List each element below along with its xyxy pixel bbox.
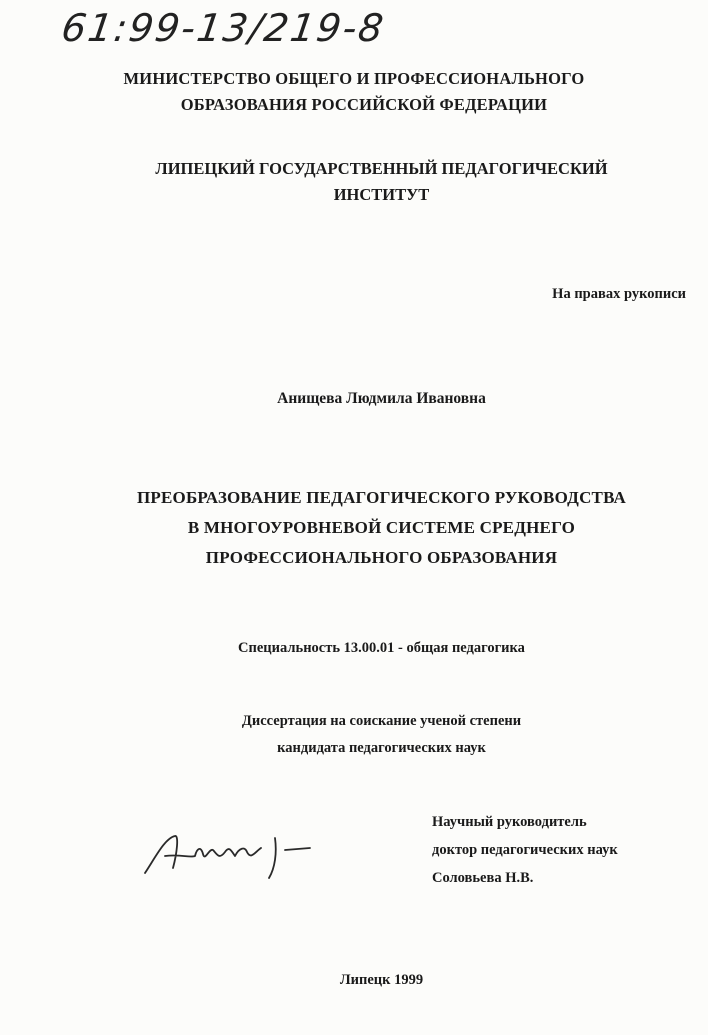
institute-line-1: ЛИПЕЦКИЙ ГОСУДАРСТВЕННЫЙ ПЕДАГОГИЧЕСКИЙ	[155, 159, 608, 178]
institute-line-2: ИНСТИТУТ	[333, 185, 430, 204]
dissertation-degree	[0, 708, 708, 762]
ministry-heading	[0, 66, 708, 118]
city-year: Липецк 1999	[339, 972, 424, 988]
author-signature	[135, 818, 335, 888]
dissertation-line-1: Диссертация на соискание ученой степени	[241, 713, 522, 729]
supervisor-line-3: Соловьева Н.В.	[432, 870, 534, 886]
ministry-line-2: ОБРАЗОВАНИЯ РОССИЙСКОЙ ФЕДЕРАЦИИ	[180, 95, 548, 114]
supervisor-line-2: доктор педагогических наук	[432, 842, 618, 858]
title-line-2: В МНОГОУРОВНЕВОЙ СИСТЕМЕ СРЕДНЕГО	[187, 518, 576, 537]
dissertation-title	[0, 483, 708, 573]
rights-note: На правах рукописи	[552, 286, 686, 302]
specialty: Специальность 13.00.01 - общая педагогика	[238, 640, 525, 656]
ministry-line-1: МИНИСТЕРСТВО ОБЩЕГО И ПРОФЕССИОНАЛЬНОГО	[123, 69, 585, 88]
title-line-1: ПРЕОБРАЗОВАНИЕ ПЕДАГОГИЧЕСКОГО РУКОВОДСТВА	[136, 488, 627, 507]
supervisor-line-1: Научный руководитель	[432, 814, 587, 830]
title-line-3: ПРОФЕССИОНАЛЬНОГО ОБРАЗОВАНИЯ	[205, 548, 558, 567]
archive-number-handwritten: 61:99-13/219-8	[58, 6, 388, 50]
supervisor-block	[432, 808, 692, 892]
author-name: Анищева Людмила Ивановна	[277, 390, 486, 407]
dissertation-line-2: кандидата педагогических наук	[277, 740, 486, 756]
institute-heading	[0, 156, 708, 208]
